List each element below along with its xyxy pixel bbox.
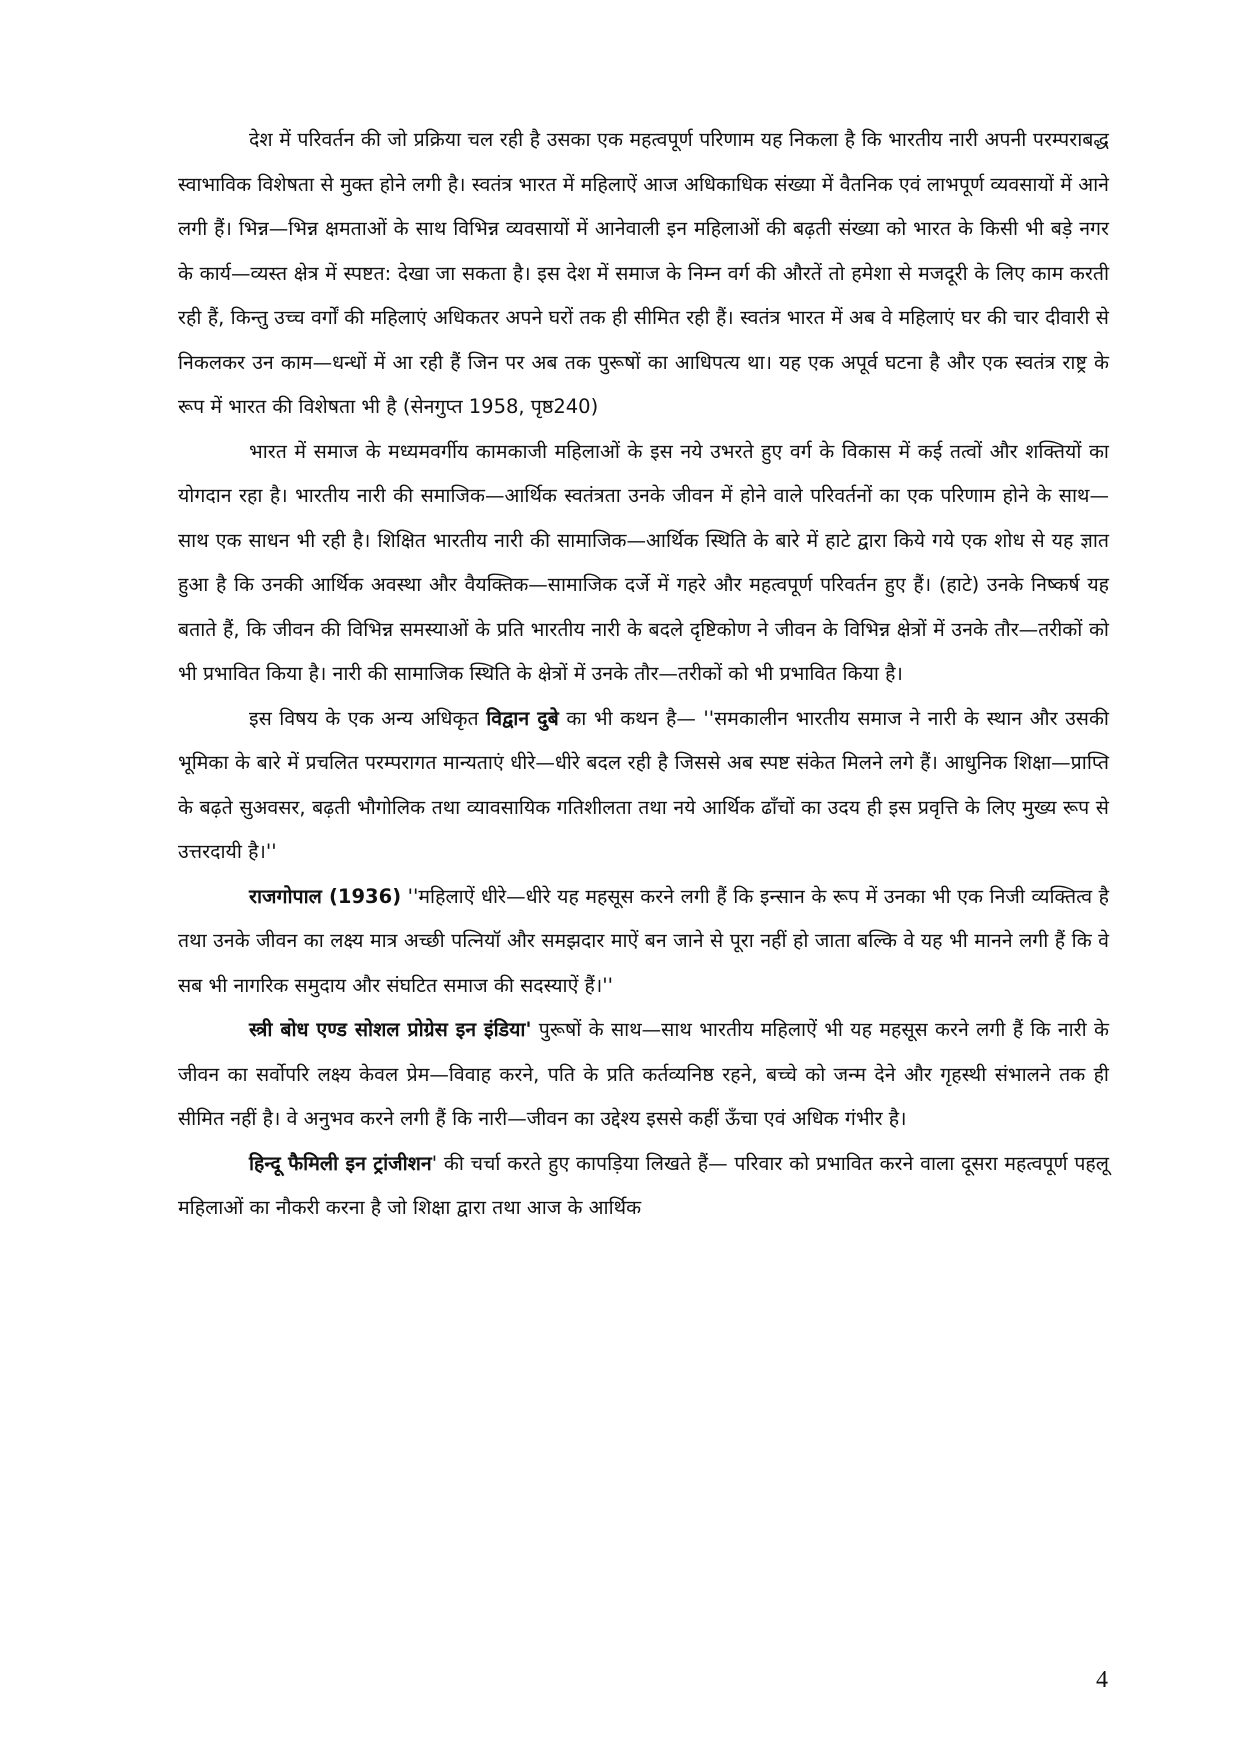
paragraph-2 (178, 430, 1109, 697)
paragraph-6-text: ' की चर्चा करते हुए कापड़िया लिखते हैं— परिवार को प्रभावित करने वाला दूसरा महत्वपूर्ण पहलू महिलाओं का नौकरी करना है जो शिक्षा द्वारा तथा आज के आर्थिक (178, 1151, 1109, 1219)
paragraph-3-bold-name: विद्वान दुबे (486, 706, 559, 730)
paragraph-5 (178, 1008, 1109, 1142)
paragraph-3-text: का भी कथन है— ''समकालीन भारतीय समाज ने नारी के स्थान और उसकी भूमिका के बारे में प्रचलित परम्परागत मान्यताएं धीरे—धीरे बदल रही है जिससे अब स्पष्ट संकेत मिलने लगे हैं। आधुनिक शिक्षा—प्राप्ति के बढ़ते सुअवसर, बढ़ती भौगोलिक तथा व्यावसायिक गतिशीलता तथा नये आर्थिक ढाँचों का उदय ही इस प्रवृत्ति के लिए मुख्य रूप से उत्तरदायी है।'' (178, 706, 1109, 863)
document-page (178, 118, 1109, 1231)
paragraph-1-text: देश में परिवर्तन की जो प्रक्रिया चल रही है उसका एक महत्वपूर्ण परिणाम यह निकला है कि भारतीय नारी अपनी परम्पराबद्ध स्वाभाविक विशेषता से मुक्त होने लगी है। स्वतंत्र भारत में महिलाऐं आज अधिकाधिक संख्या में वैतनिक एवं लाभपूर्ण व्यवसायों में आने लगी हैं। भिन्न—भिन्न क्षमताओं के साथ विभिन्न व्यवसायों में आनेवाली इन महिलाओं की बढ़ती संख्या को भारत के किसी भी बड़े नगर के कार्य—व्यस्त क्षेत्र में स्पष्टत: देखा जा सकता है। इस देश में समाज के निम्न वर्ग की औरतें तो हमेशा से मजदूरी के लिए काम करती रही हैं, किन्तु उच्च वर्गों की महिलाएं अधिकतर अपने घरों तक ही सीमित रही हैं। स्वतंत्र भारत में अब वे महिलाएं घर की चार दीवारी से निकलकर उन काम—धन्धों में आ रही हैं जिन पर अब तक पुरूषों का आधिपत्य था। यह एक अपूर्व घटना है और एक स्वतंत्र राष्ट्र के रूप में भारत की विशेषता भी है (सेनगुप्त 1958, पृष्ठ240) (178, 128, 1109, 418)
paragraph-6-bold-title: हिन्दू फैमिली इन ट्रांजीशन (249, 1151, 432, 1175)
paragraph-5-bold-title: स्त्री बोध एण्ड सोशल प्रोग्रेस इन इंडिया' (249, 1018, 532, 1041)
paragraph-4-bold-name: राजगोपाल (1936) (249, 884, 402, 908)
paragraph-3-lead: इस विषय के एक अन्य अधिकृत (249, 706, 487, 730)
paragraph-5-text: पुरूषों के साथ—साथ भारतीय महिलाऐं भी यह महसूस करने लगी हैं कि नारी के जीवन का सर्वोपरि लक्ष्य केवल प्रेम—विवाह करने, पति के प्रति कर्तव्यनिष्ठ रहने, बच्चे को जन्म देने और गृहस्थी संभालने तक ही सीमित नहीं है। वे अनुभव करने लगी हैं कि नारी—जीवन का उद्देश्य इससे कहीं ऊँचा एवं अधिक गंभीर है। (178, 1018, 1109, 1130)
paragraph-3 (178, 697, 1109, 875)
paragraph-4 (178, 875, 1109, 1009)
paragraph-1 (178, 118, 1109, 430)
page-number: 4 (1096, 1667, 1108, 1693)
paragraph-6 (178, 1142, 1109, 1231)
paragraph-2-text: भारत में समाज के मध्यमवर्गीय कामकाजी महिलाओं के इस नये उभरते हुए वर्ग के विकास में कई तत्वों और शक्तियों का योगदान रहा है। भारतीय नारी की समाजिक—आर्थिक स्वतंत्रता उनके जीवन में होने वाले परिवर्तनों का एक परिणाम होने के साथ—साथ एक साधन भी रही है। शिक्षित भारतीय नारी की सामाजिक—आर्थिक स्थिति के बारे में हाटे द्वारा किये गये एक शोध से यह ज्ञात हुआ है कि उनकी आर्थिक अवस्था और वैयक्तिक—सामाजिक दर्जे में गहरे और महत्वपूर्ण परिवर्तन हुए हैं। (हाटे) उनके निष्कर्ष यह बताते हैं, कि जीवन की विभिन्न समस्याओं के प्रति भारतीय नारी के बदले दृष्टिकोण ने जीवन के विभिन्न क्षेत्रों में उनके तौर—तरीकों को भी प्रभावित किया है। नारी की सामाजिक स्थिति के क्षेत्रों में उनके तौर—तरीकों को भी प्रभावित किया है। (178, 439, 1109, 685)
paragraph-4-text: ''महिलाऐं धीरे—धीरे यह महसूस करने लगी हैं कि इन्सान के रूप में उनका भी एक निजी व्यक्तित्व है तथा उनके जीवन का लक्ष्य मात्र अच्छी पत्नियॉ और समझदार माऐं बन जाने से पूरा नहीं हो जाता बल्कि वे यह भी मानने लगी हैं कि वे सब भी नागरिक समुदाय और संघटित समाज की सदस्याऐं हैं।'' (178, 884, 1109, 997)
